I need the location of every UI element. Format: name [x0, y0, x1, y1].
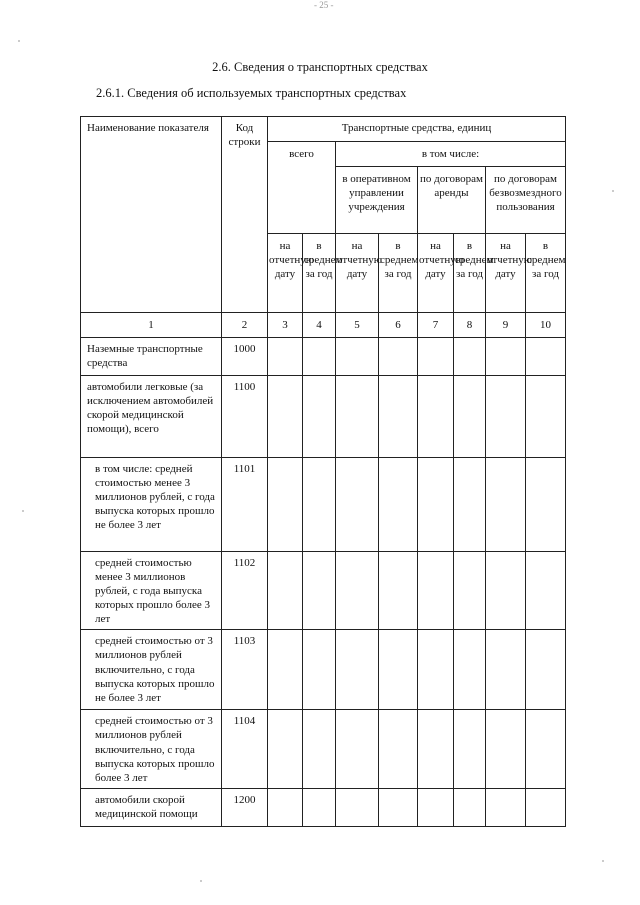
header-at-date-lease: на отчетную дату [418, 234, 454, 313]
data-cell [418, 710, 454, 789]
data-cell [526, 710, 566, 789]
column-number: 8 [454, 313, 486, 338]
data-cell [454, 630, 486, 710]
row-code: 1200 [222, 789, 268, 827]
data-cell [336, 376, 379, 458]
data-cell [379, 710, 418, 789]
column-number: 5 [336, 313, 379, 338]
scan-speck [18, 40, 20, 42]
header-vehicles: Транспортные средства, единиц [268, 117, 566, 142]
data-cell [526, 458, 566, 552]
header-avg-year-lease: в среднем за год [454, 234, 486, 313]
data-cell [268, 458, 303, 552]
data-cell [268, 376, 303, 458]
scan-speck [22, 510, 24, 512]
data-cell [526, 630, 566, 710]
data-cell [336, 338, 379, 376]
data-cell [379, 552, 418, 630]
data-cell [268, 630, 303, 710]
header-at-date-operational: на отчетную дату [336, 234, 379, 313]
header-including: в том числе: [336, 142, 566, 167]
column-number: 9 [486, 313, 526, 338]
section-title: 2.6. Сведения о транспортных средствах [212, 60, 428, 74]
data-cell [486, 552, 526, 630]
column-number: 2 [222, 313, 268, 338]
scan-speck [200, 880, 202, 882]
data-cell [486, 376, 526, 458]
data-cell [486, 789, 526, 827]
subsection-title: 2.6.1. Сведения об используемых транспортных средствах [96, 86, 407, 100]
row-name: средней стоимостью менее 3 миллионов рублей, с года выпуска которых прошло более 3 лет [81, 552, 222, 630]
data-cell [336, 789, 379, 827]
row-name: автомобили легковые (за исключением автомобилей скорой медицинской помощи), всего [81, 376, 222, 458]
column-number: 6 [379, 313, 418, 338]
data-cell [303, 338, 336, 376]
row-name: средней стоимостью от 3 миллионов рублей включительно, с года выпуска которых прошло более 3 лет [81, 710, 222, 789]
table-row [81, 710, 566, 789]
data-cell [454, 789, 486, 827]
row-code: 1102 [222, 552, 268, 630]
data-cell [379, 789, 418, 827]
page-number-mark: - 25 - [314, 0, 334, 10]
column-number: 7 [418, 313, 454, 338]
data-cell [379, 376, 418, 458]
data-cell [303, 630, 336, 710]
header-total: всего [268, 142, 336, 234]
scan-speck [612, 190, 614, 192]
table-row [81, 630, 566, 710]
data-cell [454, 710, 486, 789]
data-cell [418, 552, 454, 630]
row-name: средней стоимостью от 3 миллионов рублей включительно, с года выпуска которых прошло не более 3 лет [81, 630, 222, 710]
data-cell [418, 376, 454, 458]
column-number: 10 [526, 313, 566, 338]
table-row [81, 376, 566, 458]
column-number: 3 [268, 313, 303, 338]
row-code: 1000 [222, 338, 268, 376]
data-cell [418, 789, 454, 827]
row-name: автомобили скорой медицинской помощи [81, 789, 222, 827]
data-cell [454, 376, 486, 458]
column-number: 1 [81, 313, 222, 338]
table-row [81, 458, 566, 552]
data-cell [268, 552, 303, 630]
header-avg-year-total: в среднем за год [303, 234, 336, 313]
data-cell [454, 458, 486, 552]
row-code: 1103 [222, 630, 268, 710]
data-cell [268, 338, 303, 376]
data-cell [418, 458, 454, 552]
data-cell [336, 458, 379, 552]
header-at-date-total: на отчетную дату [268, 234, 303, 313]
data-cell [418, 338, 454, 376]
header-free-use: по договорам безвозмездного пользования [486, 167, 566, 234]
vehicles-table [80, 116, 566, 827]
table-row [81, 552, 566, 630]
data-cell [303, 376, 336, 458]
header-indicator: Наименование показателя [81, 117, 222, 313]
data-cell [454, 552, 486, 630]
row-name: Наземные транспортные средства [81, 338, 222, 376]
data-cell [486, 338, 526, 376]
header-avg-year-operational: в среднем за год [379, 234, 418, 313]
data-cell [379, 338, 418, 376]
data-cell [303, 710, 336, 789]
data-cell [336, 552, 379, 630]
row-name: в том числе: средней стоимостью менее 3 миллионов рублей, с года выпуска которых прошло не более 3 лет [81, 458, 222, 552]
header-operational: в оперативном управлении учреждения [336, 167, 418, 234]
data-cell [526, 338, 566, 376]
table-row [81, 789, 566, 827]
data-cell [486, 710, 526, 789]
data-cell [418, 630, 454, 710]
data-cell [268, 710, 303, 789]
data-cell [379, 630, 418, 710]
header-avg-year-free-use: в среднем за год [526, 234, 566, 313]
data-cell [526, 789, 566, 827]
table-row [81, 338, 566, 376]
data-cell [336, 630, 379, 710]
column-number: 4 [303, 313, 336, 338]
data-cell [379, 458, 418, 552]
row-code: 1100 [222, 376, 268, 458]
data-cell [303, 789, 336, 827]
header-code: Код строки [222, 117, 268, 313]
scan-speck [602, 860, 604, 862]
data-cell [486, 458, 526, 552]
data-cell [303, 458, 336, 552]
data-cell [268, 789, 303, 827]
data-cell [526, 552, 566, 630]
data-cell [336, 710, 379, 789]
header-at-date-free-use: на отчетную дату [486, 234, 526, 313]
row-code: 1104 [222, 710, 268, 789]
column-number-row [81, 313, 566, 338]
data-cell [486, 630, 526, 710]
header-row-1 [81, 117, 566, 142]
data-cell [526, 376, 566, 458]
row-code: 1101 [222, 458, 268, 552]
data-cell [454, 338, 486, 376]
data-cell [303, 552, 336, 630]
header-lease: по договорам аренды [418, 167, 486, 234]
